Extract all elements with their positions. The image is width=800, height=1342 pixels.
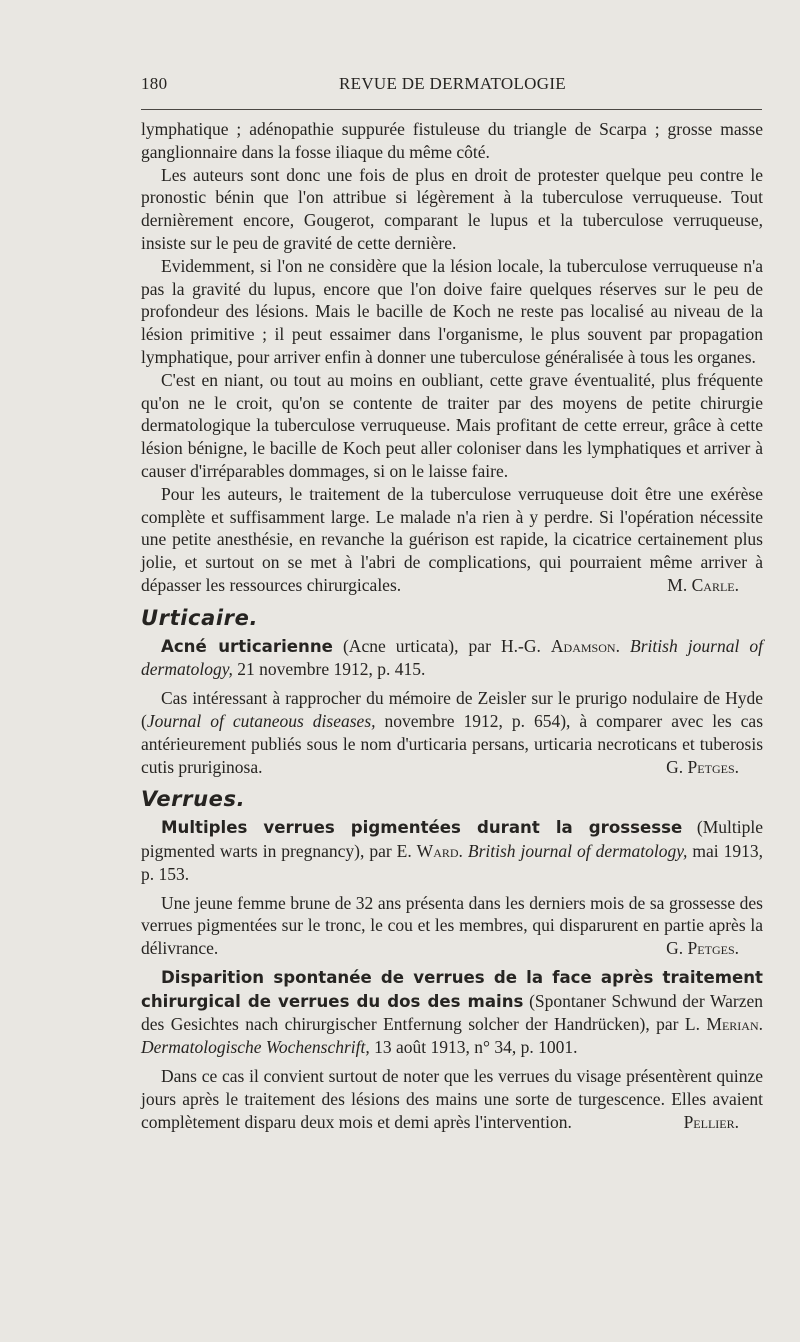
author-name: Adamson (550, 635, 616, 656)
separator: . (758, 1014, 763, 1035)
article-body-acne (141, 687, 763, 778)
separator: . (458, 840, 468, 861)
journal-name: Dermatologische Wochenschrift, (141, 1037, 370, 1058)
running-header (141, 74, 761, 100)
section-heading-urticaire: Urticaire. (141, 605, 259, 630)
article-body-disparition (141, 1065, 763, 1133)
page-body (141, 118, 763, 1133)
article-title-acne (141, 635, 763, 682)
article-title-bold: Acné urticarienne (161, 636, 333, 656)
article-title-rest: (Multiple pigmented warts in pregnancy), par E. (141, 817, 763, 861)
article-title-rest: (Acne urticata), par H.-G. (332, 635, 551, 656)
article-date: mai 1913, p. 153. (141, 840, 763, 884)
article-body-text: novembre 1912, p. 654), à comparer avec les cas antérieurement publiés sous le nom d'urticaria persans, urticaria necroticans et tuberosis cutis pruriginosa. (141, 710, 763, 777)
signature-pellier: Pellier. (683, 1111, 739, 1132)
article-date: 21 novembre 1912, p. 415. (232, 659, 426, 680)
paragraph-pronostic: Les auteurs sont donc une fois de plus en droit de protester quelque peu contre le pronostic bénin que l'on attribue si légèrement à la tuberculose verruqueuse. Tout dernièrement encore, Gougerot, comparant le lupus et la tuberculose verruqueuse, insiste sur le peu de gravité de cette dernière. (141, 164, 763, 253)
journal-name: Journal of cutaneous diseases, (146, 710, 376, 731)
article-title-bold: Disparition spontanée de verrues de la face après traitement chirurgical de verrues du dos des mains (141, 967, 763, 1011)
author-name: Ward (416, 840, 459, 861)
author-name: Merian (706, 1014, 759, 1035)
article-body-text: Une jeune femme brune de 32 ans présenta dans les derniers mois de sa grossesse des verrues pigmentées sur le tronc, le cou et les membres, qui disparurent en partie après la délivrance. (141, 892, 763, 959)
header-rule (141, 109, 762, 110)
journal-name: British journal of dermatology, (141, 635, 764, 680)
article-title-bold: Multiples verrues pigmentées durant la grossesse (161, 818, 683, 838)
article-body-text: Dans ce cas il convient surtout de noter que les verrues du visage présentèrent quinze jours après le traitement des lésions des mains une sorte de turgescence. Elles avaient complètement disparu deux mois et demi après l'intervention. (141, 1066, 763, 1132)
article-title-verrues-pigmentees (141, 816, 763, 885)
paragraph-niant: C'est en niant, ou tout au moins en oubliant, cette grave éventualité, plus fréquente qu'on ne le croit, qu'on se contente de traiter par des moyens de petite chirurgie dermatologique la tuberculose verruqueuse. Mais profitant de cette erreur, grâce à cette lésion bénigne, le bacille de Koch peut aller coloniser dans les lymphatiques et arriver à causer d'irréparables dommages, si on le laisse faire. (141, 369, 763, 481)
signature-carle: M. Carle. (667, 574, 739, 595)
article-date: 13 août 1913, n° 34, p. 1001. (369, 1037, 578, 1058)
paragraph-evidemment: Evidemment, si l'on ne considère que la lésion locale, la tuberculose verruqueuse n'a pas la gravité du lupus, encore que l'on doive faire quelques réserves sur le peu de profondeur des lésions. Mais le bacille de Koch ne reste pas localisé au niveau de la lésion primitive ; il peut essaimer dans l'organisme, le plus souvent par propagation lymphatique, pour arriver enfin à donner une tuberculose généralisée à tous les organes. (141, 255, 763, 367)
signature-petges: G. Petges. (666, 938, 739, 959)
article-title-rest: (Spontaner Schwund der Warzen des Gesichtes nach chirurgischer Entfernung solcher der Handrücken), par L. (141, 990, 763, 1035)
separator: . (615, 635, 631, 656)
article-body-verrues-pigmentees (141, 892, 763, 960)
page-number: 180 (141, 74, 168, 93)
journal-name: British journal of dermatology, (467, 840, 688, 861)
article-body-text: Cas intéressant à rapprocher du mémoire de Zeisler sur le prurigo nodulaire de Hyde ( (141, 688, 763, 731)
paragraph-continuation: lymphatique ; adénopathie suppurée fistuleuse du triangle de Scarpa ; grosse masse ganglionnaire dans la fosse iliaque du même côté. (141, 119, 763, 162)
running-title: REVUE DE DERMATOLOGIE (339, 74, 566, 93)
paragraph-traitement-text: Pour les auteurs, le traitement de la tuberculose verruqueuse doit être une exérèse complète et suffisamment large. Le malade n'a rien à y perdre. Si l'opération nécessite une petite anesthésie, en revanche la guérison est rapide, la cicatrice certainement plus jolie, et surtout on se met à l'abri de complications, qui pourraient même arriver à dépasser les ressources chirurgicales. (141, 483, 763, 595)
signature-petges: G. Petges. (666, 756, 739, 777)
article-title-disparition (141, 966, 763, 1059)
paragraph-traitement (141, 483, 763, 597)
section-heading-verrues: Verrues. (141, 787, 246, 812)
